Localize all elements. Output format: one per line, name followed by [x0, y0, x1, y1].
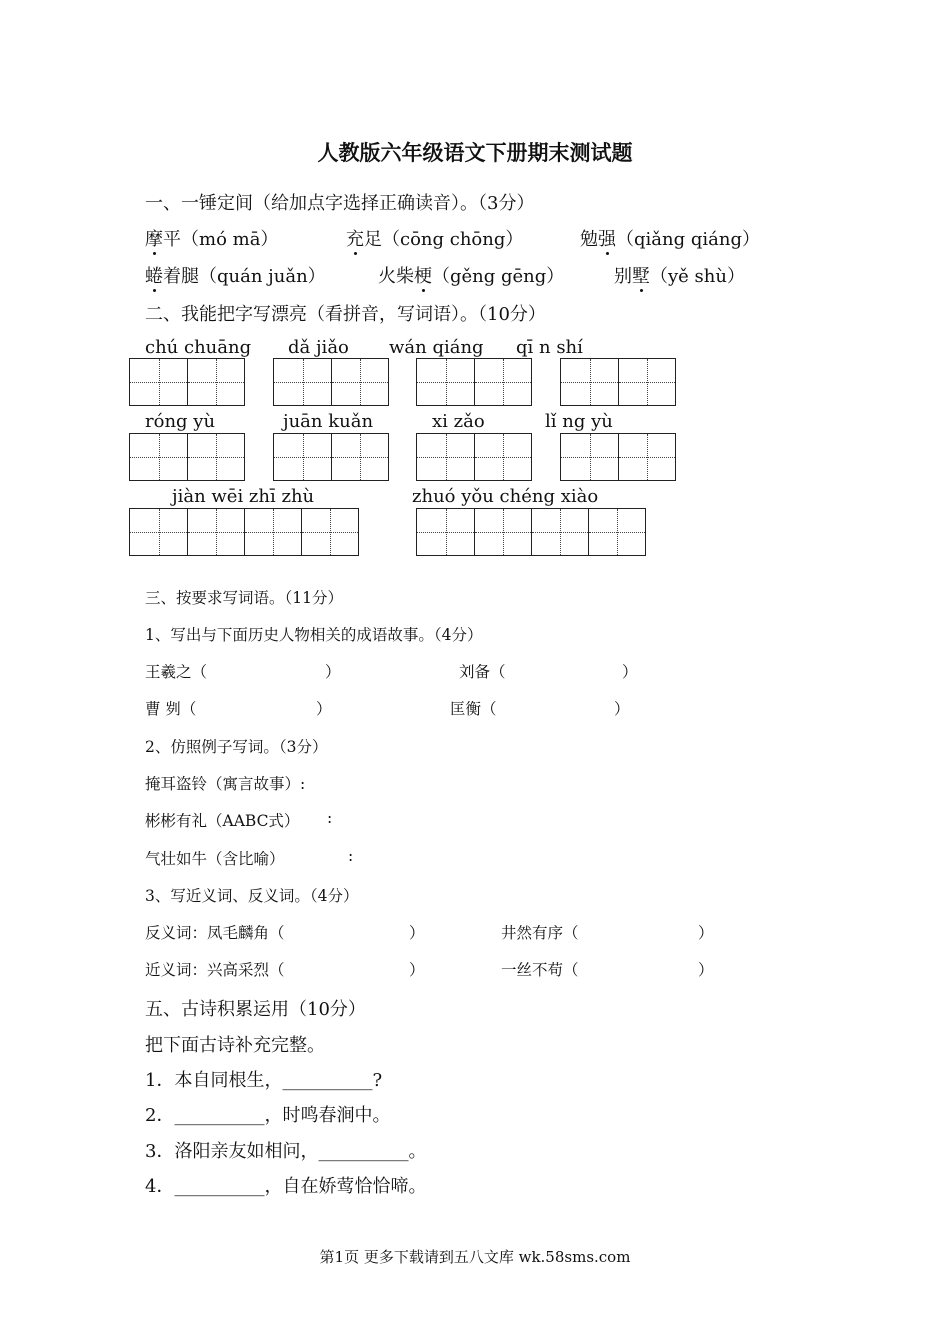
q3-antonym-2: 井然有序（	[501, 924, 579, 942]
writing-grid[interactable]	[416, 508, 646, 556]
pinyin-6: juān kuǎn	[283, 411, 374, 432]
pinyin-3: wán qiáng	[389, 337, 484, 358]
q3-heading: 3、写近义词、反义词。（4分）	[145, 887, 359, 905]
q1-paren-close: ）	[622, 663, 638, 681]
q2-item-2: 彬彬有礼（AABC式）	[145, 812, 300, 830]
pinyin-5: róng yù	[145, 411, 216, 432]
pinyin-4: qī n shí	[516, 337, 583, 358]
writing-grid[interactable]	[416, 358, 532, 406]
writing-grid[interactable]	[273, 433, 389, 481]
writing-grid[interactable]	[129, 433, 245, 481]
poem-line-1: 1．本自同根生，__________?	[145, 1070, 383, 1091]
pinyin-10: zhuó yǒu chéng xiào	[412, 486, 599, 507]
section1-heading: 一、一锤定间（给加点字选择正确读音）。（3分）	[145, 193, 535, 214]
q3-paren-close: ）	[409, 961, 425, 979]
pinyin-7: xi zǎo	[432, 411, 485, 432]
writing-grid[interactable]	[560, 433, 676, 481]
q1-paren-close: ）	[325, 663, 341, 681]
q3-paren-close: ）	[698, 924, 714, 942]
s1-item-2: 充足（cōng chōng）	[346, 229, 524, 250]
q3-synonym: 近义词：兴高采烈（	[145, 961, 285, 979]
q2-heading: 2、仿照例子写词。（3分）	[145, 738, 328, 756]
q2-colon: :	[348, 847, 354, 865]
q2-colon: :	[327, 809, 333, 827]
s1-item-4: 蜷着腿（quán juǎn）	[145, 266, 326, 287]
q3-paren-close: ）	[698, 961, 714, 979]
writing-grid[interactable]	[560, 358, 676, 406]
page-title: 人教版六年级语文下册期末测试题	[317, 140, 633, 165]
pinyin-9: jiàn wēi zhī zhù	[172, 486, 315, 507]
pinyin-2: dǎ jiǎo	[288, 337, 349, 358]
s1-item-6: 别墅（yě shù）	[614, 266, 745, 287]
poem-line-2: 2．__________，时鸣春涧中。	[145, 1105, 391, 1126]
section3-heading: 三、按要求写词语。（11分）	[145, 589, 343, 607]
section2-heading: 二、我能把字写漂亮（看拼音，写词语）。（10分）	[145, 304, 546, 325]
q1-heading: 1、写出与下面历史人物相关的成语故事。（4分）	[145, 626, 483, 644]
poem-line-3: 3．洛阳亲友如相问，__________。	[145, 1141, 427, 1162]
pinyin-8: lǐ ng yù	[545, 411, 613, 432]
section5-instruction: 把下面古诗补充完整。	[145, 1035, 325, 1056]
writing-grid[interactable]	[129, 358, 245, 406]
s1-item-3: 勉强（qiǎng qiáng）	[580, 229, 760, 250]
writing-grid[interactable]	[129, 508, 359, 556]
q1-item-caogui: 曹 刿（	[145, 700, 197, 718]
q3-paren-close: ）	[409, 924, 425, 942]
s1-item-1: 摩平（mó mā）	[145, 229, 279, 250]
s1-item-5: 火柴梗（gěng gēng）	[378, 266, 565, 287]
q1-item-wangxizhi: 王羲之（	[145, 663, 208, 681]
q1-paren-close: ）	[614, 700, 630, 718]
writing-grid[interactable]	[273, 358, 389, 406]
pinyin-1: chú chuāng	[145, 337, 252, 358]
q2-item-3: 气壮如牛（含比喻）	[145, 850, 285, 868]
q1-item-kuangheng: 匡衡（	[450, 700, 497, 718]
q3-synonym-2: 一丝不苟（	[501, 961, 579, 979]
page-footer: 第1页 更多下载请到五八文库 wk.58sms.com	[319, 1248, 631, 1266]
q2-item-1: 掩耳盗铃（寓言故事）:	[145, 775, 306, 793]
section5-heading: 五、古诗积累运用（10分）	[145, 999, 366, 1020]
writing-grid[interactable]	[416, 433, 532, 481]
poem-line-4: 4．__________，自在娇莺恰恰啼。	[145, 1176, 427, 1197]
q1-paren-close: ）	[316, 700, 332, 718]
q1-item-liubei: 刘备（	[459, 663, 506, 681]
q3-antonym: 反义词：凤毛麟角（	[145, 924, 285, 942]
